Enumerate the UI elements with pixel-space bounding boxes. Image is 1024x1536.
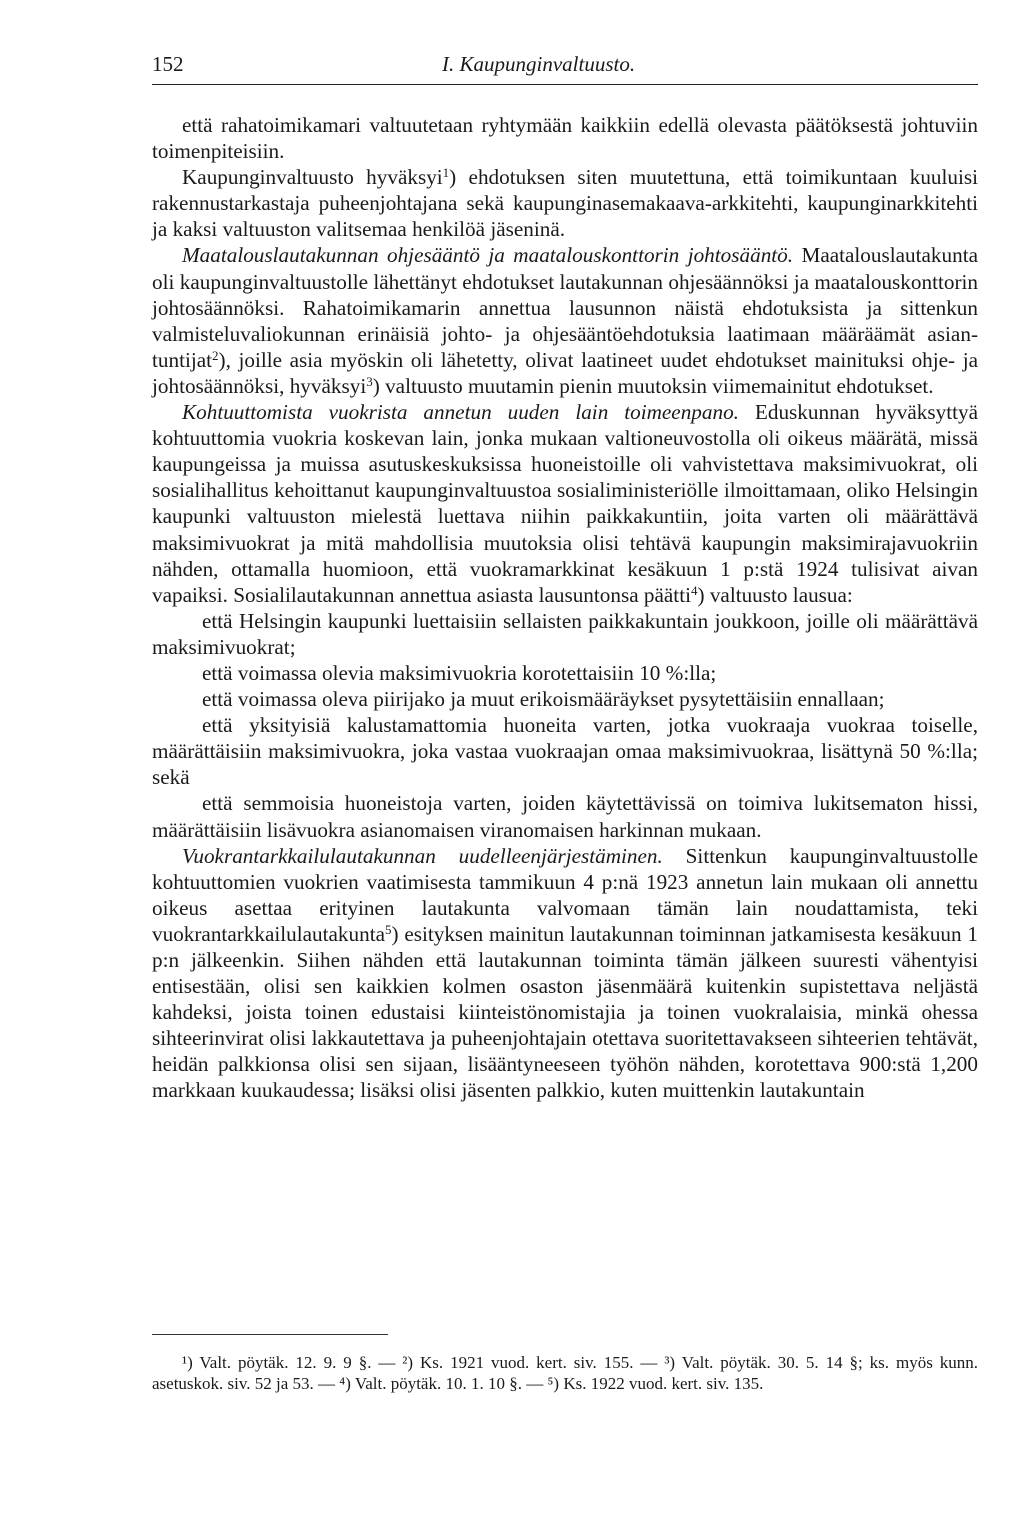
list-item-3: että voimassa oleva piirijako ja muut erikoismääräykset pysytettäisiin ennallaan; (202, 687, 885, 712)
page-number: 152 (152, 52, 184, 76)
paragraph-text: ) esityksen mainitun lautakunnan toiminnan jatkamisesta kesäkuun 1 p:n jälkeenkin. Siihen nähden että lautakunnan toiminta tämän jälkeen suuresti vähentyisi entisestään, olisi sen kaikkien kolmen osaston jäsenmäärä kuitenkin supistettava neljästä kahdeksi, joista toinen edustaisi kiinteistönomistajia ja toinen vuokralaisia, minkä ohessa sihteerinvirat olisi lakkautettava ja puheenjohtajain otettava suoritettavakseen sihteerien tehtävät, heidän palkkionsa olisi sen sijaan, lisääntyneeseen työhön nähden, korotettava 900:stä 1,200 markkaan kuukaudessa; lisäksi olisi jäsenten palkkio, kuten muittenkin lautakuntain (152, 921, 978, 1103)
list-item-4: että yksityisiä kalustamattomia huoneita varten, jotka vuokraaja vuokraa toiselle, määrättäisiin maksimivuokra, joka vastaa vuokraajan omaa maksimivuokraa, lisättynä 50 %:lla; sekä (152, 713, 978, 790)
footnote-ref: 2 (212, 347, 219, 363)
list-item-1: että Helsingin kaupunki luettaisiin sellaisten paikkakuntain joukkoon, joille oli määrättävä maksimivuokrat; (152, 608, 978, 659)
footnote-ref: 4 (690, 582, 698, 598)
paragraph-text: Eduskunnan hyväksyttyä kohtuuttomia vuokria koskevan lain, jonka mukaan valtioneuvostolla oli oikeus määrätä, missä kaupungeissa ja muissa asutuskeskuksissa huoneistoille oli vahvistettava maksimivuokrat, oli sosialihallitus kehoittanut kaupunginvaltuustoa sosialiministeriölle ilmoittamaan, oliko Helsingin kaupunki valtuuston mielestä luettava niihin paikkakuntiin, joita varten oli määrättävä maksimivuokrat ja mitä mahdollisia muutoksia olisi tehtävä kaupungin maksimirajavuokriin nähden, ottamalla huomioon, että vuokramarkkinat kesäkuun 1 p:stä 1924 tulisivat aivan vapaiksi. Sosialilautakunnan annettua asiasta lausuntonsa päätti (152, 400, 978, 607)
paragraph-3 (152, 399, 978, 608)
paragraph-0 (152, 112, 978, 164)
section-heading: Kohtuuttomista vuokrista annetun uuden lain toimeenpano. (182, 400, 739, 425)
footnote-rule (152, 1334, 388, 1335)
footnote-ref: 3 (366, 373, 373, 389)
list-item-5: että semmoisia huoneistoja varten, joiden käytettävissä on toimiva lukitsematon hissi, määrättäisiin lisävuokra asianomaisen viranomaisen harkinnan mukaan. (152, 791, 978, 842)
paragraph-text: Maatalouslautakunta oli kaupunginvaltuustolle lähettänyt ehdotukset lautakunnan ohjesäännöksi ja maatalouskonttorin johtosäännöksi. Rahatoimikamarin annettua lausunnon näistä ehdotuksista ja sittenkun valmisteluvaliokunnan erinäisiä johto- ja ohjesääntöehdotuksia laatimaan määräämät asiantuntijat (152, 243, 978, 372)
paragraph-1 (152, 164, 978, 242)
page-header (152, 48, 978, 88)
section-heading: Maatalouslautakunnan ohjesääntö ja maatalouskonttorin johtosääntö. (182, 243, 794, 268)
paragraph-text: Kaupunginvaltuusto hyväksyi (182, 165, 443, 190)
paragraph-text: ) valtuusto lausua: (697, 582, 853, 607)
paragraph-text: ), joille asia myöskin oli lähetetty, olivat laatineet uudet ehdotukset mainituksi ohje- ja johtosäännöksi, hyväksyi (152, 347, 978, 398)
list-item-2: että voimassa olevia maksimivuokria korotettaisiin 10 %:lla; (202, 660, 717, 685)
paragraph-text: Sittenkun kaupunginvaltuustolle kohtuuttomien vuokrien vaatimisesta tammikuun 4 p:nä 1923 annetun lain mukaan oli annettu oikeus asettaa erityinen lautakunta valvomaan tämän lain noudattamista, teki vuokrantarkkailulautakunta (152, 843, 979, 946)
running-title: I. Kaupunginvaltuusto. (442, 52, 636, 76)
footnotes (152, 1352, 978, 1394)
paragraph-text: että rahatoimikamari valtuutetaan ryhtymään kaikkiin edellä olevasta päätöksestä johtuviin toimenpiteisiin. (152, 113, 978, 164)
header-rule (152, 84, 978, 85)
footnote-ref: 5 (384, 921, 392, 937)
body-text (152, 112, 978, 1104)
footnote-ref: 1 (442, 165, 450, 181)
paragraph-2 (152, 242, 978, 399)
paragraph-4 (152, 843, 978, 1104)
footnote-text: ¹) Valt. pöytäk. 12. 9. 9 §. — ²) Ks. 1921 vuod. kert. siv. 155. — ³) Valt. pöytäk. 30. 5. 14 §; ks. myös kunn. asetuskok. siv. 52 ja 53. — ⁴) Valt. pöytäk. 10. 1. 10 §. — ⁵) Ks. 1922 vuod. kert. siv. 135. (152, 1353, 978, 1393)
paragraph-text: ) valtuusto muutamin pienin muutoksin viimemainitut ehdotukset. (372, 373, 934, 398)
paragraph-text: ) ehdotuksen siten muutettuna, että toimikuntaan kuuluisi rakennustarkastaja puheenjohtajana sekä kaupunginasemakaava-arkkitehti, kaupunginarkkitehti ja kaksi valtuuston valitsemaa henkilöä jäseninä. (152, 165, 978, 242)
section-heading: Vuokrantarkkailulautakunnan uudelleenjärjestäminen. (182, 843, 663, 868)
